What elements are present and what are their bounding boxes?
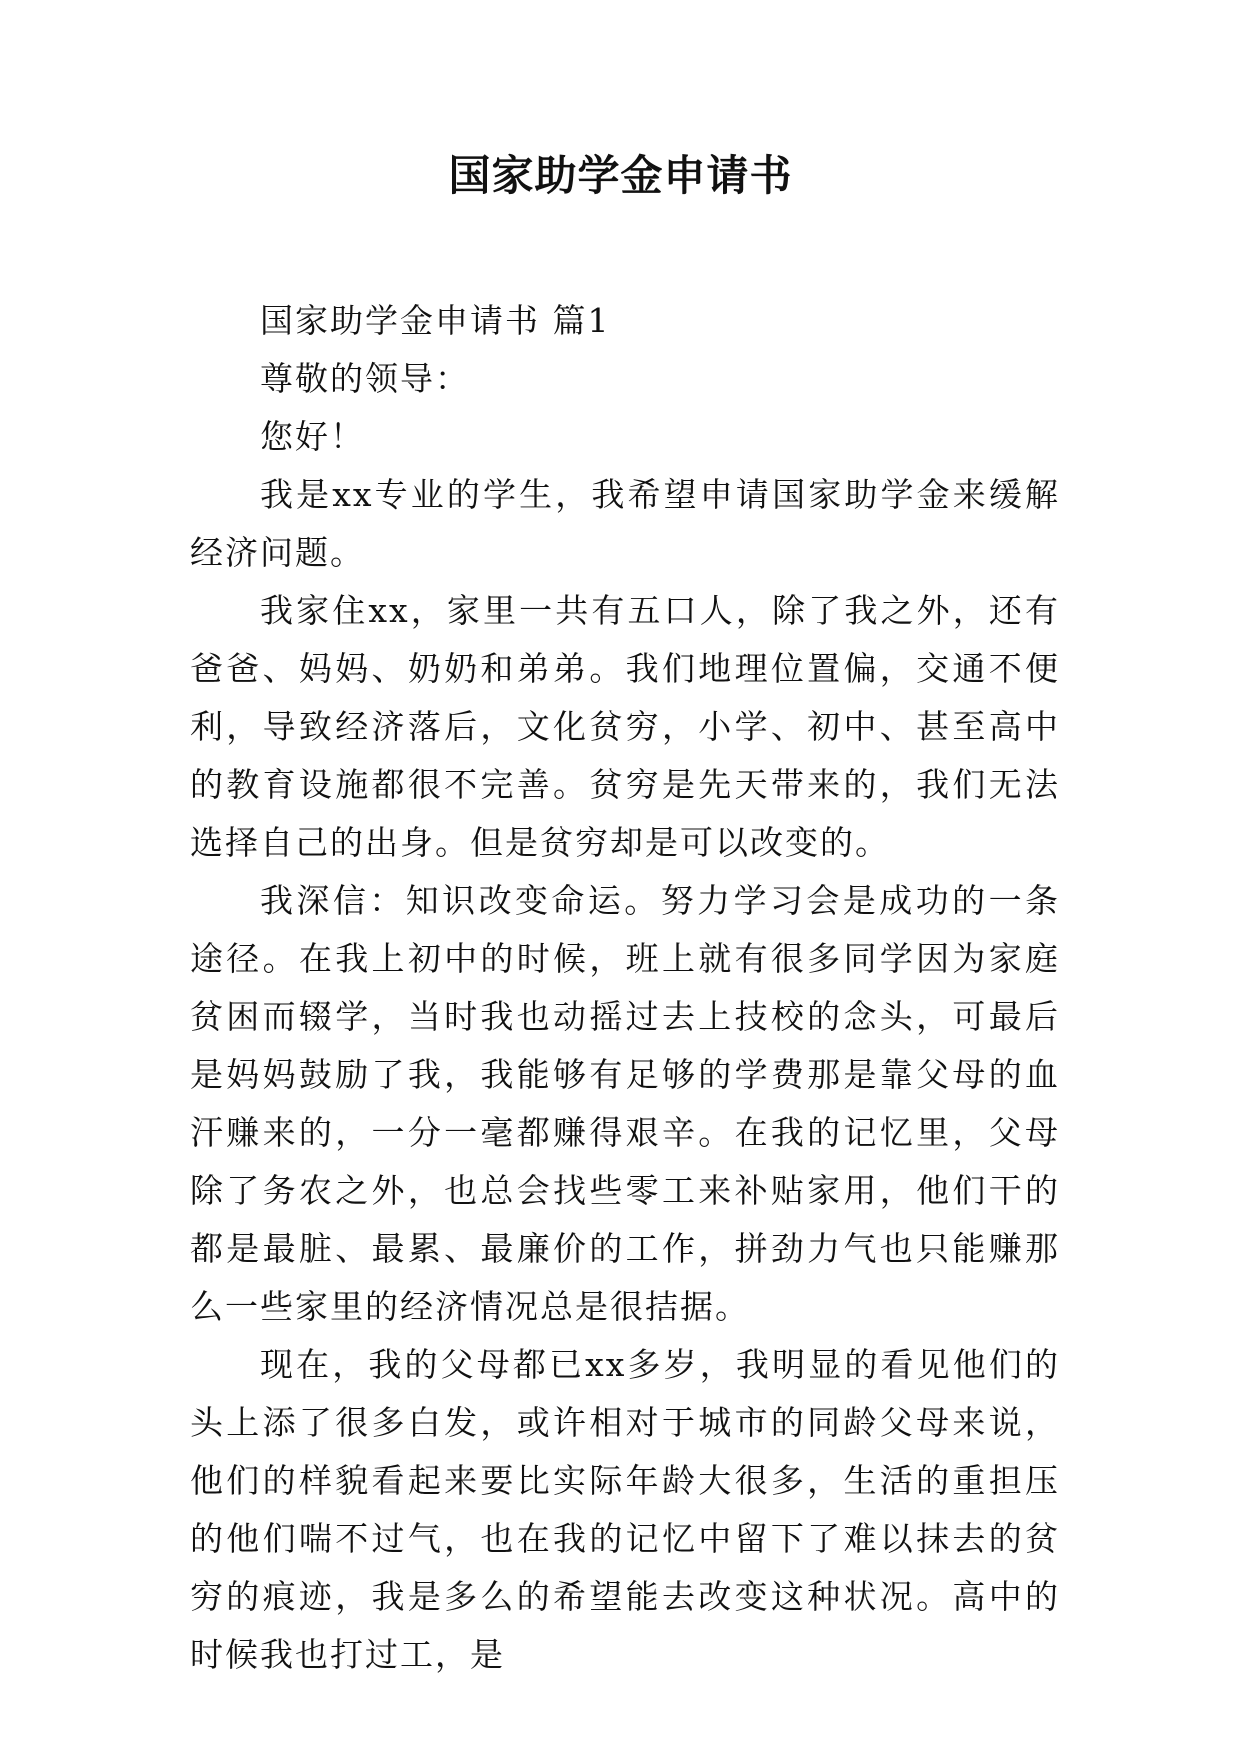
document-body xyxy=(190,292,1060,1684)
body-paragraph: 现在，我的父母都已xx多岁，我明显的看见他们的头上添了很多白发，或许相对于城市的同龄父母来说，他们的样貌看起来要比实际年龄大很多，生活的重担压的他们喘不过气，也在我的记忆中留下了难以抹去的贫穷的痕迹，我是多么的希望能去改变这种状况。高中的时候我也打过工，是 xyxy=(190,1345,1060,1674)
body-paragraph: 我家住xx，家里一共有五口人，除了我之外，还有爸爸、妈妈、奶奶和弟弟。我们地理位置偏，交通不便利，导致经济落后，文化贫穷，小学、初中、甚至高中的教育设施都很不完善。贫穷是先天带来的，我们无法选择自己的出身。但是贫穷却是可以改变的。 xyxy=(190,591,1060,862)
section-heading: 国家助学金申请书 篇1 xyxy=(260,301,611,340)
document-title: 国家助学金申请书 xyxy=(448,151,793,200)
salutation: 尊敬的领导： xyxy=(260,359,470,398)
greeting: 您好！ xyxy=(260,417,365,456)
body-paragraph: 我是xx专业的学生，我希望申请国家助学金来缓解经济问题。 xyxy=(190,475,1060,572)
body-paragraph: 我深信：知识改变命运。努力学习会是成功的一条途径。在我上初中的时候，班上就有很多同学因为家庭贫困而辍学，当时我也动摇过去上技校的念头，可最后是妈妈鼓励了我，我能够有足够的学费那是靠父母的血汗赚来的，一分一毫都赚得艰辛。在我的记忆里，父母除了务农之外，也总会找些零工来补贴家用，他们干的都是最脏、最累、最廉价的工作，拼劲力气也只能赚那么一些家里的经济情况总是很拮据。 xyxy=(190,881,1060,1326)
